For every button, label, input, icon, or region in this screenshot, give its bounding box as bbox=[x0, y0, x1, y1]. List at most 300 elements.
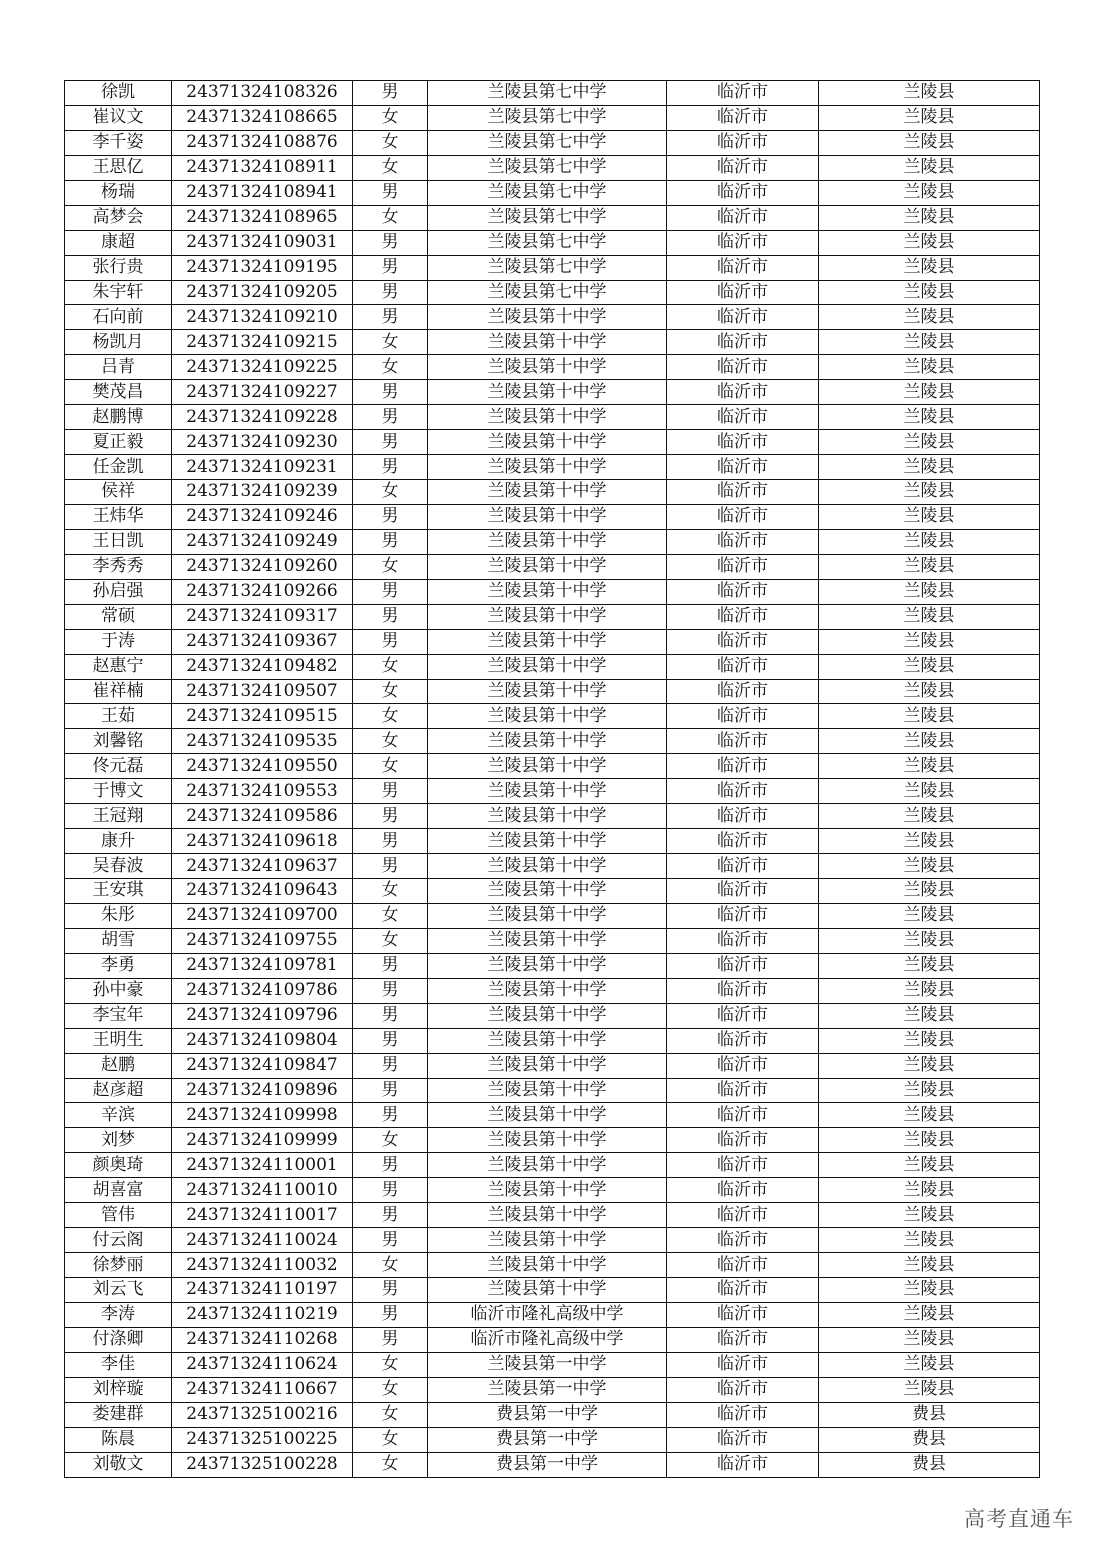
name-cell: 王冠翔 bbox=[65, 804, 172, 829]
school-cell: 兰陵县第十中学 bbox=[428, 704, 667, 729]
exam-id-cell: 24371324108941 bbox=[172, 180, 353, 205]
table-row bbox=[65, 355, 1040, 380]
gender-cell: 男 bbox=[353, 779, 428, 804]
exam-id-cell: 24371324109515 bbox=[172, 704, 353, 729]
school-cell: 兰陵县第十中学 bbox=[428, 1128, 667, 1153]
gender-cell: 男 bbox=[353, 1153, 428, 1178]
table-row bbox=[65, 579, 1040, 604]
gender-cell: 女 bbox=[353, 679, 428, 704]
school-cell: 兰陵县第十中学 bbox=[428, 504, 667, 529]
county-cell: 兰陵县 bbox=[819, 579, 1040, 604]
exam-id-cell: 24371324108665 bbox=[172, 105, 353, 130]
gender-cell: 女 bbox=[353, 928, 428, 953]
gender-cell: 男 bbox=[353, 854, 428, 879]
gender-cell: 女 bbox=[353, 1452, 428, 1477]
exam-id-cell: 24371324109896 bbox=[172, 1078, 353, 1103]
city-cell: 临沂市 bbox=[667, 654, 819, 679]
name-cell: 赵鹏博 bbox=[65, 405, 172, 430]
school-cell: 兰陵县第十中学 bbox=[428, 1278, 667, 1303]
table-row bbox=[65, 1278, 1040, 1303]
school-cell: 兰陵县第十中学 bbox=[428, 330, 667, 355]
name-cell: 王明生 bbox=[65, 1028, 172, 1053]
name-cell: 陈晨 bbox=[65, 1427, 172, 1452]
city-cell: 临沂市 bbox=[667, 355, 819, 380]
school-cell: 兰陵县第十中学 bbox=[428, 529, 667, 554]
school-cell: 兰陵县第十中学 bbox=[428, 604, 667, 629]
city-cell: 临沂市 bbox=[667, 155, 819, 180]
county-cell: 兰陵县 bbox=[819, 978, 1040, 1003]
school-cell: 兰陵县第十中学 bbox=[428, 305, 667, 330]
name-cell: 王思亿 bbox=[65, 155, 172, 180]
county-cell: 兰陵县 bbox=[819, 480, 1040, 505]
city-cell: 临沂市 bbox=[667, 480, 819, 505]
school-cell: 兰陵县第十中学 bbox=[428, 804, 667, 829]
school-cell: 兰陵县第七中学 bbox=[428, 130, 667, 155]
name-cell: 王日凯 bbox=[65, 529, 172, 554]
table-row bbox=[65, 205, 1040, 230]
city-cell: 临沂市 bbox=[667, 1178, 819, 1203]
exam-id-cell: 24371324109239 bbox=[172, 480, 353, 505]
exam-id-cell: 24371324108326 bbox=[172, 81, 353, 106]
school-cell: 费县第一中学 bbox=[428, 1427, 667, 1452]
city-cell: 临沂市 bbox=[667, 829, 819, 854]
gender-cell: 男 bbox=[353, 1302, 428, 1327]
name-cell: 杨凯月 bbox=[65, 330, 172, 355]
city-cell: 临沂市 bbox=[667, 629, 819, 654]
city-cell: 临沂市 bbox=[667, 504, 819, 529]
exam-id-cell: 24371325100228 bbox=[172, 1452, 353, 1477]
exam-id-cell: 24371324109637 bbox=[172, 854, 353, 879]
gender-cell: 女 bbox=[353, 1427, 428, 1452]
gender-cell: 女 bbox=[353, 1377, 428, 1402]
school-cell: 兰陵县第十中学 bbox=[428, 854, 667, 879]
city-cell: 临沂市 bbox=[667, 405, 819, 430]
table-row bbox=[65, 405, 1040, 430]
school-cell: 兰陵县第十中学 bbox=[428, 903, 667, 928]
name-cell: 李勇 bbox=[65, 953, 172, 978]
city-cell: 临沂市 bbox=[667, 1452, 819, 1477]
school-cell: 兰陵县第七中学 bbox=[428, 255, 667, 280]
table-row bbox=[65, 1253, 1040, 1278]
gender-cell: 男 bbox=[353, 1278, 428, 1303]
gender-cell: 男 bbox=[353, 629, 428, 654]
exam-id-cell: 24371324109618 bbox=[172, 829, 353, 854]
gender-cell: 男 bbox=[353, 1103, 428, 1128]
school-cell: 兰陵县第十中学 bbox=[428, 1203, 667, 1228]
exam-id-cell: 24371324109643 bbox=[172, 879, 353, 904]
name-cell: 张行贵 bbox=[65, 255, 172, 280]
gender-cell: 女 bbox=[353, 480, 428, 505]
county-cell: 兰陵县 bbox=[819, 679, 1040, 704]
gender-cell: 女 bbox=[353, 879, 428, 904]
county-cell: 兰陵县 bbox=[819, 1327, 1040, 1352]
county-cell: 兰陵县 bbox=[819, 1377, 1040, 1402]
exam-id-cell: 24371324110024 bbox=[172, 1228, 353, 1253]
city-cell: 临沂市 bbox=[667, 879, 819, 904]
gender-cell: 女 bbox=[353, 130, 428, 155]
name-cell: 杨瑞 bbox=[65, 180, 172, 205]
county-cell: 兰陵县 bbox=[819, 1028, 1040, 1053]
table-row bbox=[65, 804, 1040, 829]
table-row bbox=[65, 305, 1040, 330]
exam-id-cell: 24371324109755 bbox=[172, 928, 353, 953]
city-cell: 临沂市 bbox=[667, 305, 819, 330]
table-row bbox=[65, 1203, 1040, 1228]
name-cell: 刘梦 bbox=[65, 1128, 172, 1153]
table-row bbox=[65, 1128, 1040, 1153]
table-row bbox=[65, 1178, 1040, 1203]
exam-id-cell: 24371324109367 bbox=[172, 629, 353, 654]
school-cell: 兰陵县第十中学 bbox=[428, 779, 667, 804]
name-cell: 李秀秀 bbox=[65, 554, 172, 579]
table-row bbox=[65, 155, 1040, 180]
name-cell: 刘云飞 bbox=[65, 1278, 172, 1303]
table-row bbox=[65, 330, 1040, 355]
city-cell: 临沂市 bbox=[667, 1203, 819, 1228]
gender-cell: 女 bbox=[353, 654, 428, 679]
gender-cell: 女 bbox=[353, 330, 428, 355]
city-cell: 临沂市 bbox=[667, 255, 819, 280]
county-cell: 兰陵县 bbox=[819, 1003, 1040, 1028]
city-cell: 临沂市 bbox=[667, 754, 819, 779]
school-cell: 兰陵县第十中学 bbox=[428, 1078, 667, 1103]
name-cell: 康升 bbox=[65, 829, 172, 854]
county-cell: 费县 bbox=[819, 1402, 1040, 1427]
county-cell: 兰陵县 bbox=[819, 430, 1040, 455]
city-cell: 临沂市 bbox=[667, 1078, 819, 1103]
county-cell: 兰陵县 bbox=[819, 529, 1040, 554]
school-cell: 兰陵县第七中学 bbox=[428, 105, 667, 130]
exam-id-cell: 24371324110667 bbox=[172, 1377, 353, 1402]
gender-cell: 女 bbox=[353, 903, 428, 928]
table-row bbox=[65, 255, 1040, 280]
city-cell: 临沂市 bbox=[667, 1327, 819, 1352]
table-row bbox=[65, 1377, 1040, 1402]
city-cell: 临沂市 bbox=[667, 529, 819, 554]
exam-id-cell: 24371325100225 bbox=[172, 1427, 353, 1452]
county-cell: 兰陵县 bbox=[819, 130, 1040, 155]
gender-cell: 女 bbox=[353, 729, 428, 754]
name-cell: 常硕 bbox=[65, 604, 172, 629]
school-cell: 兰陵县第十中学 bbox=[428, 953, 667, 978]
city-cell: 临沂市 bbox=[667, 330, 819, 355]
county-cell: 兰陵县 bbox=[819, 230, 1040, 255]
city-cell: 临沂市 bbox=[667, 953, 819, 978]
exam-id-cell: 24371324109781 bbox=[172, 953, 353, 978]
name-cell: 王炜华 bbox=[65, 504, 172, 529]
city-cell: 临沂市 bbox=[667, 81, 819, 106]
county-cell: 兰陵县 bbox=[819, 854, 1040, 879]
county-cell: 兰陵县 bbox=[819, 1178, 1040, 1203]
city-cell: 临沂市 bbox=[667, 978, 819, 1003]
school-cell: 兰陵县第十中学 bbox=[428, 1028, 667, 1053]
gender-cell: 女 bbox=[353, 554, 428, 579]
table-row bbox=[65, 1427, 1040, 1452]
exam-id-cell: 24371324109246 bbox=[172, 504, 353, 529]
table-row bbox=[65, 430, 1040, 455]
name-cell: 胡喜富 bbox=[65, 1178, 172, 1203]
table-row bbox=[65, 1402, 1040, 1427]
table-row bbox=[65, 480, 1040, 505]
name-cell: 佟元磊 bbox=[65, 754, 172, 779]
name-cell: 管伟 bbox=[65, 1203, 172, 1228]
county-cell: 兰陵县 bbox=[819, 654, 1040, 679]
name-cell: 于涛 bbox=[65, 629, 172, 654]
school-cell: 兰陵县第十中学 bbox=[428, 554, 667, 579]
county-cell: 兰陵县 bbox=[819, 928, 1040, 953]
name-cell: 刘梓璇 bbox=[65, 1377, 172, 1402]
city-cell: 临沂市 bbox=[667, 729, 819, 754]
county-cell: 兰陵县 bbox=[819, 879, 1040, 904]
school-cell: 兰陵县第十中学 bbox=[428, 1228, 667, 1253]
table-row bbox=[65, 504, 1040, 529]
name-cell: 朱宇轩 bbox=[65, 280, 172, 305]
exam-id-cell: 24371324109796 bbox=[172, 1003, 353, 1028]
county-cell: 兰陵县 bbox=[819, 255, 1040, 280]
city-cell: 临沂市 bbox=[667, 1128, 819, 1153]
city-cell: 临沂市 bbox=[667, 1228, 819, 1253]
exam-id-cell: 24371324109507 bbox=[172, 679, 353, 704]
county-cell: 兰陵县 bbox=[819, 1203, 1040, 1228]
name-cell: 刘馨铭 bbox=[65, 729, 172, 754]
gender-cell: 女 bbox=[353, 1402, 428, 1427]
county-cell: 兰陵县 bbox=[819, 1228, 1040, 1253]
name-cell: 吕青 bbox=[65, 355, 172, 380]
city-cell: 临沂市 bbox=[667, 928, 819, 953]
school-cell: 兰陵县第十中学 bbox=[428, 1053, 667, 1078]
county-cell: 兰陵县 bbox=[819, 455, 1040, 480]
city-cell: 临沂市 bbox=[667, 1302, 819, 1327]
county-cell: 兰陵县 bbox=[819, 554, 1040, 579]
city-cell: 临沂市 bbox=[667, 1053, 819, 1078]
table-row bbox=[65, 729, 1040, 754]
county-cell: 兰陵县 bbox=[819, 81, 1040, 106]
exam-id-cell: 24371324109804 bbox=[172, 1028, 353, 1053]
school-cell: 兰陵县第十中学 bbox=[428, 729, 667, 754]
gender-cell: 女 bbox=[353, 105, 428, 130]
gender-cell: 男 bbox=[353, 953, 428, 978]
city-cell: 临沂市 bbox=[667, 1427, 819, 1452]
exam-id-cell: 24371324109553 bbox=[172, 779, 353, 804]
county-cell: 兰陵县 bbox=[819, 155, 1040, 180]
name-cell: 颜奥琦 bbox=[65, 1153, 172, 1178]
exam-id-cell: 24371324109228 bbox=[172, 405, 353, 430]
table-row bbox=[65, 879, 1040, 904]
county-cell: 兰陵县 bbox=[819, 829, 1040, 854]
exam-id-cell: 24371324108876 bbox=[172, 130, 353, 155]
county-cell: 兰陵县 bbox=[819, 1352, 1040, 1377]
gender-cell: 男 bbox=[353, 305, 428, 330]
exam-id-cell: 24371324109227 bbox=[172, 380, 353, 405]
school-cell: 兰陵县第七中学 bbox=[428, 180, 667, 205]
name-cell: 赵鹏 bbox=[65, 1053, 172, 1078]
city-cell: 临沂市 bbox=[667, 1253, 819, 1278]
school-cell: 兰陵县第十中学 bbox=[428, 978, 667, 1003]
table-row bbox=[65, 105, 1040, 130]
table-row bbox=[65, 654, 1040, 679]
gender-cell: 男 bbox=[353, 380, 428, 405]
table-row bbox=[65, 280, 1040, 305]
name-cell: 徐梦丽 bbox=[65, 1253, 172, 1278]
name-cell: 王安琪 bbox=[65, 879, 172, 904]
exam-id-cell: 24371324109786 bbox=[172, 978, 353, 1003]
school-cell: 兰陵县第七中学 bbox=[428, 205, 667, 230]
school-cell: 兰陵县第十中学 bbox=[428, 1178, 667, 1203]
name-cell: 付涤卿 bbox=[65, 1327, 172, 1352]
school-cell: 兰陵县第七中学 bbox=[428, 81, 667, 106]
exam-id-cell: 24371324109482 bbox=[172, 654, 353, 679]
county-cell: 兰陵县 bbox=[819, 105, 1040, 130]
exam-id-cell: 24371324109031 bbox=[172, 230, 353, 255]
table-row bbox=[65, 1028, 1040, 1053]
school-cell: 兰陵县第十中学 bbox=[428, 1103, 667, 1128]
school-cell: 兰陵县第十中学 bbox=[428, 928, 667, 953]
table-row bbox=[65, 1452, 1040, 1477]
school-cell: 兰陵县第十中学 bbox=[428, 380, 667, 405]
gender-cell: 男 bbox=[353, 1203, 428, 1228]
gender-cell: 男 bbox=[353, 504, 428, 529]
table-row bbox=[65, 604, 1040, 629]
school-cell: 兰陵县第十中学 bbox=[428, 629, 667, 654]
county-cell: 兰陵县 bbox=[819, 280, 1040, 305]
table-row bbox=[65, 1302, 1040, 1327]
city-cell: 临沂市 bbox=[667, 679, 819, 704]
city-cell: 临沂市 bbox=[667, 1377, 819, 1402]
city-cell: 临沂市 bbox=[667, 903, 819, 928]
gender-cell: 男 bbox=[353, 455, 428, 480]
table-row bbox=[65, 1327, 1040, 1352]
exam-id-cell: 24371324109249 bbox=[172, 529, 353, 554]
name-cell: 石向前 bbox=[65, 305, 172, 330]
exam-id-cell: 24371324109317 bbox=[172, 604, 353, 629]
name-cell: 徐凯 bbox=[65, 81, 172, 106]
city-cell: 临沂市 bbox=[667, 105, 819, 130]
gender-cell: 男 bbox=[353, 255, 428, 280]
gender-cell: 男 bbox=[353, 180, 428, 205]
gender-cell: 女 bbox=[353, 355, 428, 380]
gender-cell: 男 bbox=[353, 1028, 428, 1053]
name-cell: 李千姿 bbox=[65, 130, 172, 155]
county-cell: 兰陵县 bbox=[819, 504, 1040, 529]
name-cell: 李宝年 bbox=[65, 1003, 172, 1028]
gender-cell: 男 bbox=[353, 1053, 428, 1078]
city-cell: 临沂市 bbox=[667, 1153, 819, 1178]
name-cell: 于博文 bbox=[65, 779, 172, 804]
table-row bbox=[65, 180, 1040, 205]
table-row bbox=[65, 130, 1040, 155]
city-cell: 临沂市 bbox=[667, 1278, 819, 1303]
city-cell: 临沂市 bbox=[667, 230, 819, 255]
city-cell: 临沂市 bbox=[667, 180, 819, 205]
exam-id-cell: 24371324109230 bbox=[172, 430, 353, 455]
city-cell: 临沂市 bbox=[667, 455, 819, 480]
county-cell: 兰陵县 bbox=[819, 205, 1040, 230]
exam-id-cell: 24371324110219 bbox=[172, 1302, 353, 1327]
county-cell: 兰陵县 bbox=[819, 330, 1040, 355]
county-cell: 兰陵县 bbox=[819, 804, 1040, 829]
county-cell: 兰陵县 bbox=[819, 1278, 1040, 1303]
name-cell: 夏正毅 bbox=[65, 430, 172, 455]
county-cell: 兰陵县 bbox=[819, 180, 1040, 205]
table-row bbox=[65, 1228, 1040, 1253]
exam-id-cell: 24371324110624 bbox=[172, 1352, 353, 1377]
exam-id-cell: 24371324109550 bbox=[172, 754, 353, 779]
name-cell: 吴春波 bbox=[65, 854, 172, 879]
city-cell: 临沂市 bbox=[667, 704, 819, 729]
city-cell: 临沂市 bbox=[667, 1103, 819, 1128]
name-cell: 李佳 bbox=[65, 1352, 172, 1377]
city-cell: 临沂市 bbox=[667, 804, 819, 829]
county-cell: 兰陵县 bbox=[819, 1103, 1040, 1128]
school-cell: 兰陵县第十中学 bbox=[428, 455, 667, 480]
city-cell: 临沂市 bbox=[667, 380, 819, 405]
name-cell: 胡雪 bbox=[65, 928, 172, 953]
city-cell: 临沂市 bbox=[667, 579, 819, 604]
school-cell: 兰陵县第一中学 bbox=[428, 1352, 667, 1377]
county-cell: 费县 bbox=[819, 1452, 1040, 1477]
table-row bbox=[65, 81, 1040, 106]
exam-id-cell: 24371324109998 bbox=[172, 1103, 353, 1128]
county-cell: 兰陵县 bbox=[819, 380, 1040, 405]
county-cell: 兰陵县 bbox=[819, 1053, 1040, 1078]
school-cell: 费县第一中学 bbox=[428, 1452, 667, 1477]
name-cell: 任金凯 bbox=[65, 455, 172, 480]
county-cell: 兰陵县 bbox=[819, 305, 1040, 330]
table-row bbox=[65, 1053, 1040, 1078]
city-cell: 临沂市 bbox=[667, 1003, 819, 1028]
table-row bbox=[65, 754, 1040, 779]
school-cell: 兰陵县第十中学 bbox=[428, 1153, 667, 1178]
exam-id-cell: 24371324109225 bbox=[172, 355, 353, 380]
table-row bbox=[65, 554, 1040, 579]
county-cell: 兰陵县 bbox=[819, 729, 1040, 754]
student-roster-table bbox=[64, 80, 1040, 1478]
county-cell: 兰陵县 bbox=[819, 704, 1040, 729]
name-cell: 孙中豪 bbox=[65, 978, 172, 1003]
exam-id-cell: 24371324110197 bbox=[172, 1278, 353, 1303]
table-row bbox=[65, 829, 1040, 854]
county-cell: 兰陵县 bbox=[819, 355, 1040, 380]
exam-id-cell: 24371325100216 bbox=[172, 1402, 353, 1427]
name-cell: 侯祥 bbox=[65, 480, 172, 505]
gender-cell: 男 bbox=[353, 230, 428, 255]
name-cell: 孙启强 bbox=[65, 579, 172, 604]
exam-id-cell: 24371324108911 bbox=[172, 155, 353, 180]
county-cell: 兰陵县 bbox=[819, 604, 1040, 629]
city-cell: 临沂市 bbox=[667, 130, 819, 155]
city-cell: 临沂市 bbox=[667, 554, 819, 579]
school-cell: 临沂市隆礼高级中学 bbox=[428, 1327, 667, 1352]
gender-cell: 男 bbox=[353, 604, 428, 629]
city-cell: 临沂市 bbox=[667, 1352, 819, 1377]
gender-cell: 男 bbox=[353, 804, 428, 829]
exam-id-cell: 24371324109266 bbox=[172, 579, 353, 604]
city-cell: 临沂市 bbox=[667, 205, 819, 230]
exam-id-cell: 24371324110001 bbox=[172, 1153, 353, 1178]
name-cell: 赵惠宁 bbox=[65, 654, 172, 679]
name-cell: 付云阁 bbox=[65, 1228, 172, 1253]
exam-id-cell: 24371324109700 bbox=[172, 903, 353, 928]
table-row bbox=[65, 1003, 1040, 1028]
gender-cell: 男 bbox=[353, 1327, 428, 1352]
school-cell: 兰陵县第十中学 bbox=[428, 579, 667, 604]
city-cell: 临沂市 bbox=[667, 854, 819, 879]
table-row bbox=[65, 928, 1040, 953]
name-cell: 崔议文 bbox=[65, 105, 172, 130]
watermark: 高考直通车 bbox=[964, 1507, 1074, 1531]
gender-cell: 男 bbox=[353, 280, 428, 305]
table-row bbox=[65, 704, 1040, 729]
